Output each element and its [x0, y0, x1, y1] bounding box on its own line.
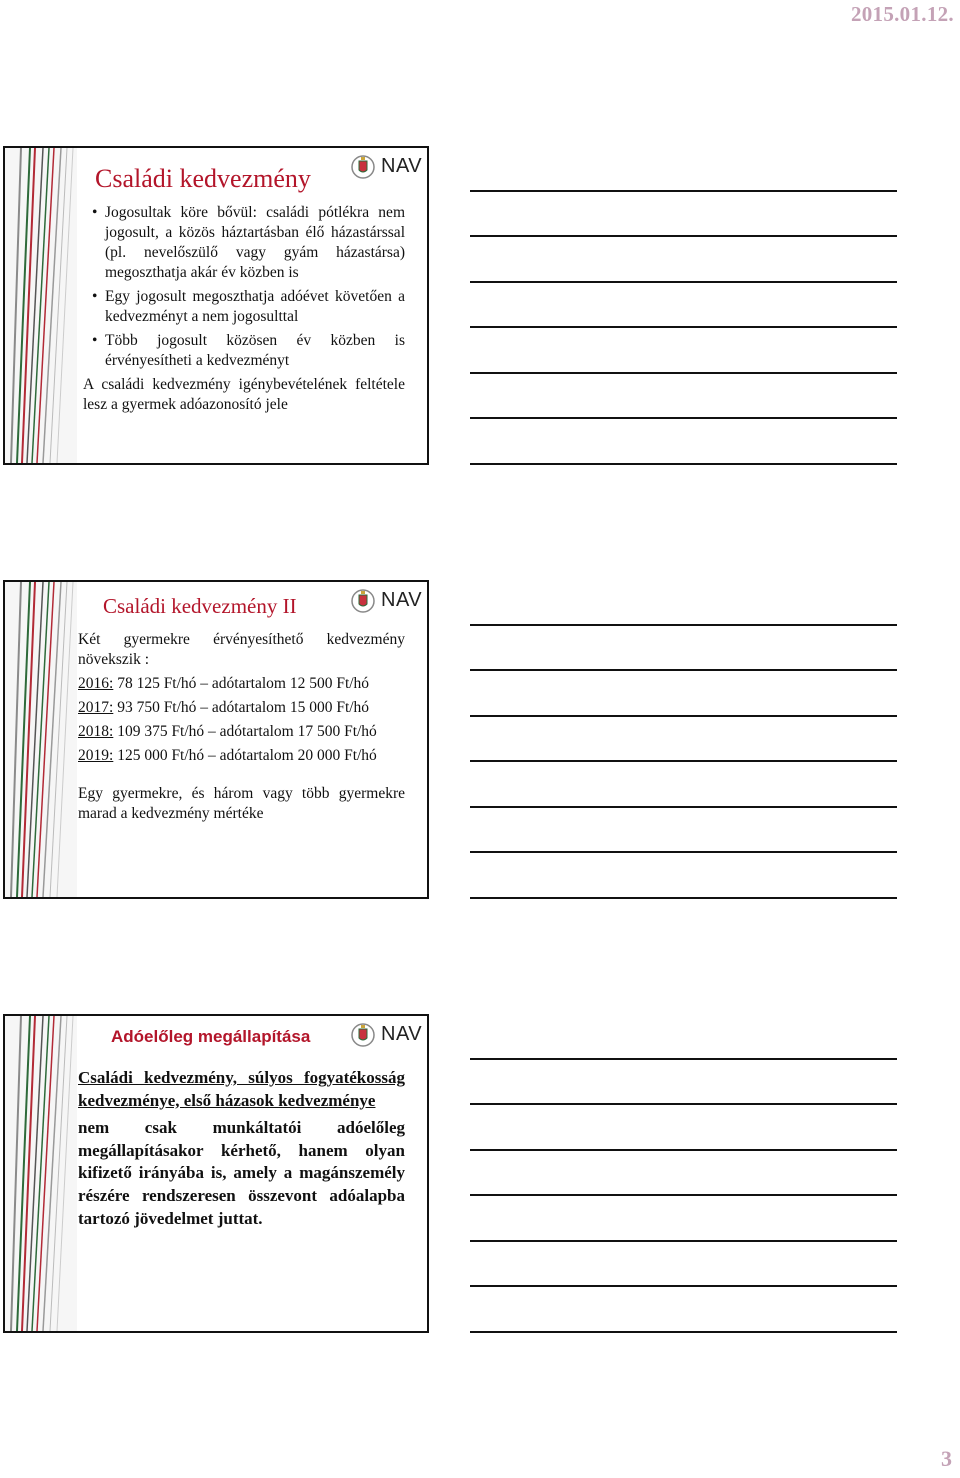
slide-title: Családi kedvezmény II	[103, 594, 297, 618]
nav-emblem-icon	[351, 1020, 377, 1050]
list-item	[78, 674, 405, 694]
note-line	[470, 1331, 897, 1333]
note-line	[470, 1103, 897, 1105]
note-line	[470, 669, 897, 671]
note-line	[470, 1149, 897, 1151]
slide-content	[78, 630, 405, 824]
decorative-stripes	[5, 148, 77, 463]
note-line	[470, 1194, 897, 1196]
note-line	[470, 1285, 897, 1287]
note-line	[470, 806, 897, 808]
note-line	[470, 715, 897, 717]
year-label: 2016:	[78, 675, 114, 692]
row-text: 125 000 Ft/hó – adótartalom 20 000 Ft/hó	[113, 747, 377, 764]
note-line	[470, 1240, 897, 1242]
list-item: • Egy jogosult megoszthatja adóévet követően a kedvezményt a nem jogosulttal	[83, 287, 405, 327]
year-label: 2017:	[78, 699, 114, 716]
slide-content	[83, 203, 405, 415]
row-text: 109 375 Ft/hó – adótartalom 17 500 Ft/hó	[113, 723, 377, 740]
nav-logo-text: NAV	[381, 1023, 423, 1045]
slide-2	[3, 580, 429, 899]
note-line	[470, 281, 897, 283]
underlined-text: Családi kedvezmény, súlyos fogyatékosság kedvezménye, első házasok kedvezménye	[78, 1068, 405, 1110]
slide-1	[3, 146, 429, 465]
note-line	[470, 235, 897, 237]
slide-body: nem csak munkáltatói adóelőleg megállapításakor kérhető, hanem olyan kifizető irányába is, amely a magánszemély részére rendszeresen összevont adóalapba tartozó jövedelmet juttat.	[78, 1118, 405, 1228]
note-line	[470, 463, 897, 465]
nav-logo	[351, 152, 423, 182]
note-line	[470, 624, 897, 626]
list-item	[78, 722, 405, 742]
list-item: • Jogosultak köre bővül: családi pótlékra nem jogosult, a közös háztartásban élő házastárssal (pl. nevelőszülő vagy gyám házastársa) megoszthatja akár év közben is	[83, 203, 405, 283]
row-text: 93 750 Ft/hó – adótartalom 15 000 Ft/hó	[113, 699, 370, 716]
page-number: 3	[941, 1446, 952, 1471]
slide-title: Adóelőleg megállapítása	[111, 1027, 311, 1046]
slide-content	[78, 1067, 405, 1230]
list-item: • Több jogosult közösen év közben is érvényesítheti a kedvezményt	[83, 331, 405, 371]
year-label: 2019:	[78, 747, 114, 764]
bullet-list	[83, 203, 405, 371]
note-line	[470, 760, 897, 762]
nav-logo-text: NAV	[381, 589, 423, 611]
slide-title: Családi kedvezmény	[95, 164, 311, 193]
slide-intro: Két gyermekre érvényesíthető kedvezmény növekszik :	[78, 631, 405, 668]
nav-logo-text: NAV	[381, 155, 423, 177]
note-line	[470, 326, 897, 328]
header-date: 2015.01.12.	[850, 2, 954, 26]
row-text: 78 125 Ft/hó – adótartalom 12 500 Ft/hó	[113, 675, 370, 692]
note-line	[470, 897, 897, 899]
decorative-stripes	[5, 582, 77, 897]
slide-note: A családi kedvezmény igénybevételének feltétele lesz a gyermek adóazonosító jele	[83, 376, 405, 413]
decorative-stripes	[5, 1016, 77, 1331]
slide-footer-text: Egy gyermekre, és három vagy több gyermekre marad a kedvezmény mértéke	[78, 785, 405, 822]
nav-emblem-icon	[351, 586, 377, 616]
note-line	[470, 851, 897, 853]
nav-emblem-icon	[351, 152, 377, 182]
note-line	[470, 417, 897, 419]
note-line	[470, 190, 897, 192]
slide-3	[3, 1014, 429, 1333]
year-label: 2018:	[78, 723, 114, 740]
note-line	[470, 372, 897, 374]
nav-logo	[351, 1020, 423, 1050]
note-line	[470, 1058, 897, 1060]
list-item	[78, 698, 405, 718]
list-item	[78, 746, 405, 766]
nav-logo	[351, 586, 423, 616]
